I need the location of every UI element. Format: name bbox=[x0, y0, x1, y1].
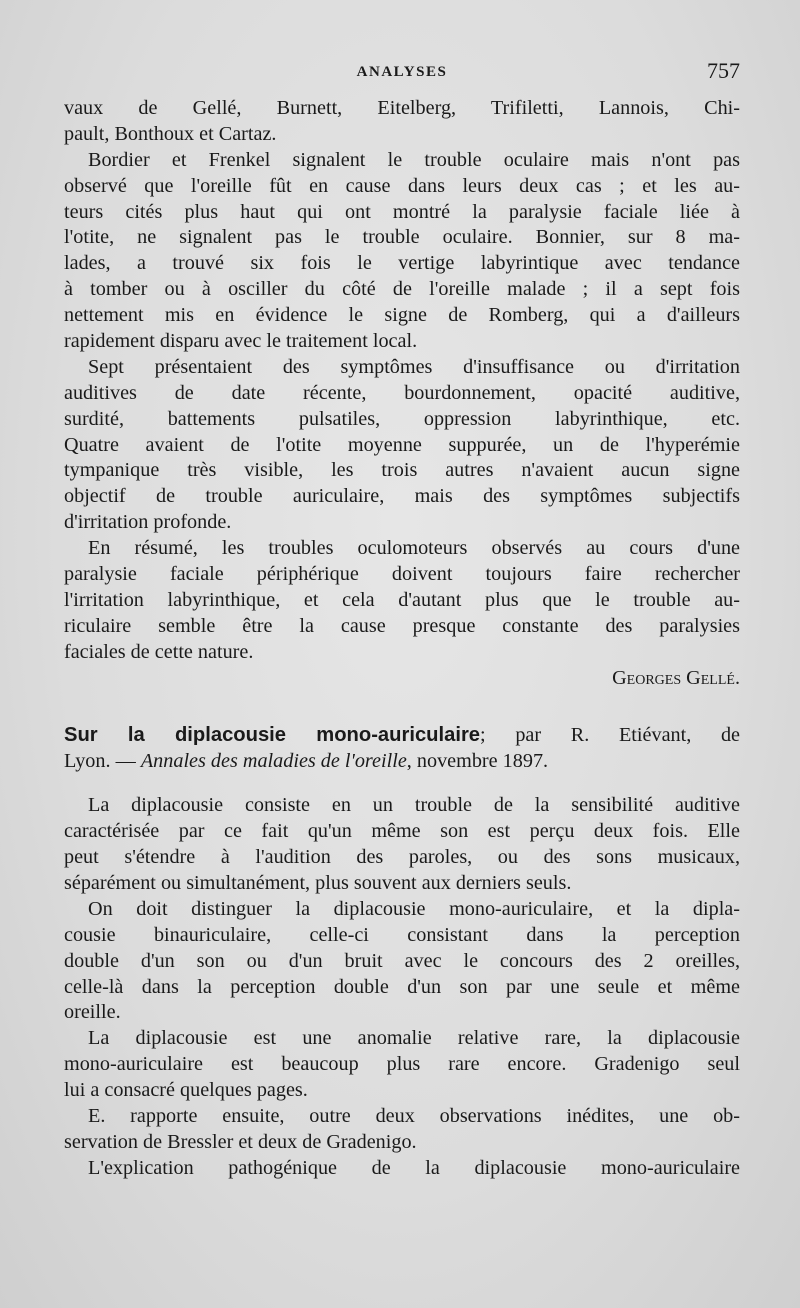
author-signature: Georges Gellé. bbox=[612, 666, 740, 689]
text-line: observé que l'oreille fût en cause dans leurs deux cas ; et les au- bbox=[64, 174, 740, 197]
page-body bbox=[64, 96, 740, 1182]
journal-name: Annales des maladies de l'oreille bbox=[140, 750, 407, 773]
article-title bbox=[64, 723, 740, 749]
page-header bbox=[64, 58, 740, 88]
article-citation-prefix: Lyon. — bbox=[64, 750, 141, 773]
text-line: lui a consacré quelques pages. bbox=[64, 1079, 308, 1102]
text-line: Sept présentaient des symptômes d'insuffisance ou d'irritation bbox=[88, 355, 740, 378]
text-line: En résumé, les troubles oculomoteurs observés au cours d'une bbox=[88, 537, 740, 560]
text-line: tympanique très visible, les trois autres n'avaient aucun signe bbox=[64, 459, 740, 482]
text-line: servation de Bressler et deux de Gradenigo. bbox=[64, 1130, 417, 1153]
text-line: E. rapporte ensuite, outre deux observations inédites, une ob- bbox=[88, 1104, 740, 1127]
text-line: d'irritation profonde. bbox=[64, 511, 232, 534]
article-title-author: ; par R. Etiévant, de bbox=[480, 724, 741, 747]
text-line: oreille. bbox=[64, 1001, 121, 1024]
text-line: peut s'étendre à l'audition des paroles, ou des sons musicaux, bbox=[64, 846, 740, 869]
page-number: 757 bbox=[707, 58, 740, 83]
text-line: Bordier et Frenkel signalent le trouble oculaire mais n'ont pas bbox=[88, 148, 740, 171]
text-line: à tomber ou à osciller du côté de l'oreille malade ; il a sept fois bbox=[64, 278, 740, 301]
text-line: paralysie faciale périphérique doivent toujours faire rechercher bbox=[64, 563, 740, 586]
text-line: nettement mis en évidence le signe de Romberg, qui a d'ailleurs bbox=[64, 304, 740, 327]
text-line: auditives de date récente, bourdonnement, opacité auditive, bbox=[64, 381, 740, 404]
text-line: l'otite, ne signalent pas le trouble oculaire. Bonnier, sur 8 ma- bbox=[64, 226, 740, 249]
text-line: surdité, battements pulsatiles, oppression labyrinthique, etc. bbox=[64, 407, 740, 430]
text-line: lades, a trouvé six fois le vertige labyrintique avec tendance bbox=[64, 252, 740, 275]
text-line: teurs cités plus haut qui ont montré la paralysie faciale liée à bbox=[64, 200, 740, 223]
text-line: La diplacousie est une anomalie relative rare, la diplacousie bbox=[88, 1027, 740, 1050]
text-line: riculaire semble être la cause presque constante des paralysies bbox=[64, 614, 740, 637]
article-title-main: Sur la diplacousie mono-auriculaire bbox=[64, 724, 481, 747]
text-line: vaux de Gellé, Burnett, Eitelberg, Trifiletti, Lannois, Chi- bbox=[64, 97, 740, 119]
text-line: L'explication pathogénique de la diplacousie mono-auriculaire bbox=[88, 1156, 740, 1179]
text-line: cousie binauriculaire, celle-ci consistant dans la perception bbox=[64, 923, 740, 946]
text-line: mono-auriculaire est beaucoup plus rare encore. Gradenigo seul bbox=[64, 1053, 740, 1076]
text-line: objectif de trouble auriculaire, mais des symptômes subjectifs bbox=[64, 485, 740, 508]
running-head: ANALYSES bbox=[356, 64, 448, 80]
text-line: l'irritation labyrinthique, et cela d'autant plus que le trouble au- bbox=[64, 588, 740, 611]
article-citation bbox=[64, 749, 740, 775]
article-date: , novembre 1897. bbox=[406, 750, 549, 773]
text-line: rapidement disparu avec le traitement local. bbox=[64, 330, 418, 353]
text-line: pault, Bonthoux et Cartaz. bbox=[64, 122, 277, 145]
text-line: séparément ou simultanément, plus souvent aux derniers seuls. bbox=[64, 871, 572, 894]
text-line: caractérisée par ce fait qu'un même son est perçu deux fois. Elle bbox=[64, 820, 740, 843]
text-line: faciales de cette nature. bbox=[64, 640, 254, 663]
text-line: On doit distinguer la diplacousie mono-auriculaire, et la dipla- bbox=[88, 897, 740, 920]
text-line: La diplacousie consiste en un trouble de la sensibilité auditive bbox=[88, 794, 740, 817]
text-line: Quatre avaient de l'otite moyenne suppurée, un de l'hyperémie bbox=[64, 433, 740, 456]
text-line: double d'un son ou d'un bruit avec le concours des 2 oreilles, bbox=[64, 949, 740, 972]
text-line: celle-là dans la perception double d'un son par une seule et même bbox=[64, 975, 740, 998]
